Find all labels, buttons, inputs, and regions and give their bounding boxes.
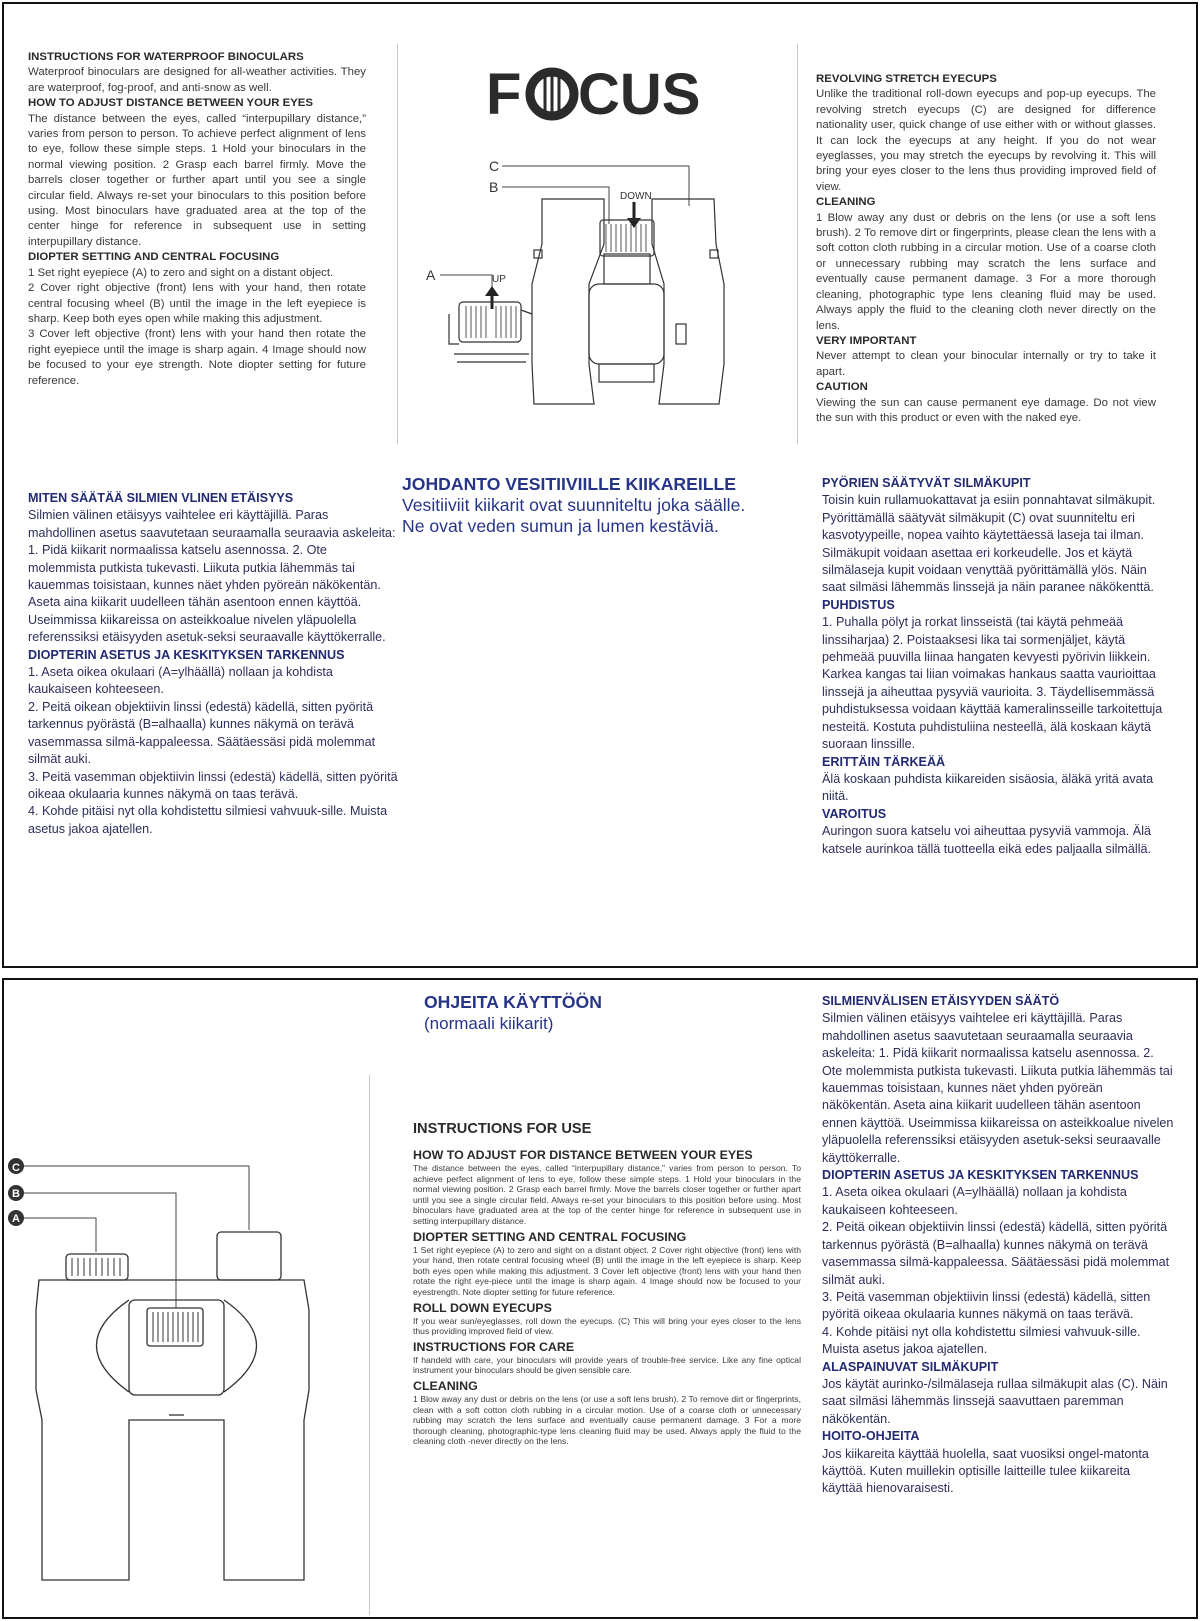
label-up: UP	[492, 274, 506, 285]
bottom-panel	[2, 978, 1198, 1619]
fi-paragraph-important: Älä koskaan puhdista kiikareiden sisäosia, äläkä yritä avata niitä.	[822, 771, 1154, 804]
fi-intro-line-2: Ne ovat veden sumun ja lumen kestäviä.	[402, 516, 719, 536]
heading-eyecups: REVOLVING STRETCH EYECUPS	[816, 73, 997, 85]
top-finnish-center	[402, 474, 802, 537]
binocular-drawing	[36, 1232, 309, 1580]
heading-roll-down-eyecups: ROLL DOWN EYECUPS	[413, 1300, 552, 1315]
paragraph-diopter-3: 3 Cover left objective (front) lens with your hand then rotate the right eyepiece until the image is sharp again. 4 Image should now be focused to your eye strength. Note diopter setting for future reference.	[28, 328, 366, 387]
fi-paragraph-distance: Silmien välinen etäisyys vaihtelee eri käyttäjillä. Paras mahdollinen asetus saavutetaan seuraamalla seuraavia askeleita: 1. Pidä kiikarit normaalissa katselu asennossa. 2. Ote molemmista putkista tukevasti. Liikuta putkia lähemmäs tai kauemmas toisistaan, kunnes näet yhden pyöreän näkökentän. Aseta aina kiikarit uudelleen tähän asentoon ennen käyttöä. Useimmissa kiikareissa on asteikkoalue nivelen yläpuolella referenssiksi etäisyyden asetuk-seksi seuraavalle käyttökerralle.	[28, 508, 396, 645]
paragraph-diopter: 1 Set right eyepiece (A) to zero and sight on a distant object. 2 Cover right objective (front) lens with your hand, then rotate central focusing wheel (B) until the image in the left eyepiece is sharp. Keep both eyes open while making this adjustment. 3 Cover left objective (front) lens with your hand then rotate the right eye-piece until the image is sharp again. 4 Image should now be focused to your eyestrength. Note diopter setting for future reference.	[413, 1244, 801, 1297]
paragraph-caution: Viewing the sun can cause permanent eye damage. Do not view the sun with this product or even with the naked eye.	[816, 396, 1156, 424]
bottom-english-column	[413, 1120, 801, 1447]
heading-very-important: VERY IMPORTANT	[816, 334, 917, 347]
paragraph-diopter-2: 2 Cover right objective (front) lens with your hand, then rotate central focusing wheel (B) until the image in the left eyepiece is sharp. Keep both eyes open while making this adjustment.	[28, 282, 366, 325]
focus-logo	[486, 62, 700, 127]
heading-cleaning: CLEANING	[413, 1378, 478, 1393]
heading-cleaning: CLEANING	[816, 196, 876, 209]
fi-heading-diopter: DIOPTERIN ASETUS JA KESKITYKSEN TARKENNUS	[28, 647, 345, 662]
binocular-diagram-top	[404, 44, 794, 444]
label-b: B	[12, 1188, 20, 1200]
fi-paragraph-step-1: 1. Aseta oikea okulaari (A=ylhäällä) nollaan ja kohdista kaukaiseen kohteeseen.	[822, 1185, 1127, 1217]
intro-paragraph: Waterproof binoculars are designed for all-weather activities. They are waterproof, fog-proof, and anti-snow as well.	[28, 66, 366, 94]
paragraph-roll-down-eyecups: If you wear sun/eyeglasses, roll down the eyecups. (C) This will bring your eyes closer to the lens thus providing improved field of view.	[413, 1315, 801, 1337]
logo-letter: F	[486, 62, 522, 127]
logo-circle-icon	[530, 72, 574, 116]
fi-paragraph-step-2: 2. Peitä oikean objektiivin linssi (edestä) kädellä, sitten pyöritä tarkennus pyörästä (B=alhaalla) kunnes näkymä on terävä vasemmassa silmä-kappaleessa. Säätäessäsi pidä molemmat silmät auki.	[822, 1220, 1170, 1287]
paragraph-diopter-1: 1 Set right eyepiece (A) to zero and sight on a distant object.	[28, 266, 334, 279]
label-c: C	[489, 158, 500, 174]
heading-distance: HOW TO ADJUST DISTANCE BETWEEN YOUR EYES	[28, 97, 314, 110]
label-a: A	[12, 1213, 20, 1225]
fi-heading-distance: SILMIENVÄLISEN ETÄISYYDEN SÄÄTÖ	[822, 994, 1060, 1008]
fi-paragraph-roll-down: Jos käytät aurinko-/silmälaseja rullaa silmäkupit alas (C). Näin saat silmäsi lähemmäs linssejä saavuttaen paremman näkökentän.	[822, 1376, 1168, 1426]
paragraph-very-important: Never attempt to clean your binocular internally or try to take it apart.	[816, 350, 1156, 378]
fi-paragraph-eyecups: Toisin kuin rullamuokattavat ja esiin ponnahtavat silmäkupit. Pyörittämällä säätyvät silmäkupit (C) ovat suunniteltu eri kasvotyypeille, nopea vaihto käytettäessä laseja tai ilman. Silmäkupit voidaan asettaa eri korkeudelle. Jos et käytä silmälaseja kupit voidaan venyttää pyörittämällä ylös. Näin saat silmäsi lähemmäs linssejä ja näin paranee näkökenttä.	[822, 493, 1156, 595]
top-finnish-left-column	[28, 490, 398, 838]
title-instructions-for-use: INSTRUCTIONS FOR USE	[413, 1121, 592, 1137]
paragraph-eyecups: Unlike the traditional roll-down eyecups and pop-up eyecups. The revolving stretch eyecups (C) are designed for difference nationality user, quick change of use either with or without glasses. It can lock the eyecups at any height. If you do not wear eyeglasses, you may stretch the eyecups by revolving it. This will bring your eyes closer to the lens thus providing improved field of view.	[816, 88, 1156, 193]
paragraph-distance: The distance between the eyes, called “interpupillary distance,” varies from person to person. To achieve perfect alignment of lens to eye, follow these simple steps. 1 Hold your binoculars in the normal viewing position. 2 Grasp each barrel firmly. Move the barrels closer together or further apart until you see a single circular field. Always re-set your binoculars to this position before using. Most binoculars have graduated area at the top of the center hinge for reference in subsequent use in setting interpupillary distance.	[28, 112, 366, 248]
paragraph-care: If handeld with care, your binoculars will provide years of trouble-free service. Like any fine optical instrument your binoculars should be given sensible care.	[413, 1354, 801, 1376]
fi-paragraph-step-3: 3. Peitä vasemman objektiivin linssi (edestä) kädellä, sitten pyöritä oikeaa okulaaria kunnes näkymä on taas terävä.	[28, 769, 398, 801]
title-waterproof: INSTRUCTIONS FOR WATERPROOF BINOCULARS	[28, 51, 304, 63]
label-b: B	[489, 179, 499, 195]
arrow-up-icon	[485, 286, 499, 309]
fi-heading-cleaning: PUHDISTUS	[822, 597, 895, 612]
fi-heading-roll-down: ALASPAINUVAT SILMÄKUPIT	[822, 1359, 999, 1374]
fi-paragraph-step-1: 1. Aseta oikea okulaari (A=ylhäällä) nollaan ja kohdista kaukaiseen kohteeseen.	[28, 665, 333, 697]
logo-letters: CUS	[578, 62, 701, 127]
heading-diopter: DIOPTER SETTING AND CENTRAL FOCUSING	[413, 1229, 687, 1244]
label-c: C	[12, 1162, 20, 1174]
binocular-drawing	[449, 199, 724, 404]
leader-lines	[24, 1166, 249, 1308]
label-down: DOWN	[620, 191, 652, 202]
fi-paragraph-step-2: 2. Peitä oikean objektiivin linssi (edestä) kädellä, sitten pyöritä tarkennus pyörästä (B=alhaalla) kunnes näkymä on terävä vasemmassa silmä-kappaleessa. Säätäessäsi pidä molemmat silmät auki.	[28, 699, 376, 767]
fi-paragraph-step-3: 3. Peitä vasemman objektiivin linssi (edestä) kädellä, sitten pyöritä oikeaa okulaaria kunnes näkymä on taas terävä.	[822, 1289, 1151, 1322]
divider-line	[369, 1075, 370, 1615]
top-finnish-right-column	[822, 475, 1174, 858]
fi-paragraph-caution: Auringon suora katselu voi aiheuttaa pysyviä vammoja. Älä katsele aurinkoa tällä tuotteella eikä edes paljaalla silmällä.	[822, 824, 1152, 856]
fi-heading-important: ERITTÄIN TÄRKEÄÄ	[822, 754, 946, 769]
binocular-diagram-bottom	[4, 1130, 369, 1615]
fi-heading-caution: VAROITUS	[822, 806, 887, 821]
paragraph-cleaning: 1 Blow away any dust or debris on the lens (or use a soft lens brush). 2 To remove dirt or fingerprints, please clean the lens with a soft cotton cloth rubbing in a circular motion. Use of a coarse cloth or unnecessary rubbing may scratch the lens surface and eventually cause permanent damage. 3 For a more thorough cleaning, photographic type lens cleaning fluid may be used. Always apply the fluid to the cleaning cloth never directly on the lens.	[816, 211, 1156, 332]
bottom-finnish-title	[424, 991, 804, 1035]
fi-subtitle-usage: (normaali kiikarit)	[424, 1014, 554, 1033]
fi-title-waterproof: JOHDANTO VESITIIVIILLE KIIKAREILLE	[402, 474, 736, 494]
heading-distance: HOW TO ADJUST FOR DISTANCE BETWEEN YOUR EYES	[413, 1148, 753, 1162]
fi-heading-diopter: DIOPTERIN ASETUS JA KESKITYKSEN TARKENNUS	[822, 1168, 1139, 1183]
bottom-finnish-right-column	[822, 993, 1174, 1498]
label-a-icon	[8, 1210, 24, 1226]
top-english-left-column	[28, 50, 366, 389]
fi-intro-line-1: Vesitiiviit kiikarit ovat suunniteltu joka säälle.	[402, 495, 746, 515]
fi-paragraph-cleaning: 1. Puhalla pölyt ja rorkat linsseistä (tai käytä pehmeää linssiharjaa) 2. Poistaaksesi lika tai sormenjäljet, käytä pehmeää puuvilla liinaa hangaten kevyesti pyörivin liikkein. Karkea kangas tai liian voimakas hankaus saatta vaurioittaa linssejä ja aiheuttaa pysyviä vaurioita. 3. Täydellisemmässä puhdistuksessa voidaan käyttää kameralinsseille tarkoitettuja nesteitä. Kostuta puhdistuliina nesteellä, älä koskaan käytä suoraan linssille.	[822, 615, 1163, 752]
label-c-icon	[8, 1158, 24, 1174]
paragraph-distance: The distance between the eyes, called “interpupillary distance,” varies from person to person. To achieve perfect alignment of lens to eye, follow these simple steps. 1 Hold your binoculars in the normal viewing position. 2 Grasp each barrel firmly. Move the barrels closer together or further apart until you see a single circular field. Always re-set your binoculars to this position before using. Most binoculars have graduated area at the top of the center hinge for reference in subsequent use in setting interpupillary distance.	[413, 1163, 801, 1226]
arrow-down-icon	[627, 202, 641, 228]
heading-care: INSTRUCTIONS FOR CARE	[413, 1339, 575, 1354]
paragraph-cleaning: 1 Blow away any dust or debris on the lens (or use a soft lens brush). 2 To remove dirt or fingerprints, clean with a soft cotton cloth rubbing in a circular motion. Use of a coarse cloth or unnecessary rubbing may scratch the lens surface and eventually cause permanent damage. 3 For a more thorough cleaning, photographic-type lens cleaning fluid may be used. Always apply the fluid to the cleaning cloth -never directly on the lens.	[413, 1393, 801, 1447]
divider-line	[397, 44, 398, 444]
divider-line	[797, 44, 798, 444]
fi-paragraph-care: Jos kiikareita käyttää huolella, saat vuosiksi ongel-matonta käyttöä. Kuten muillekin optisille laitteille tulee kiikareita käyttää hienovaraisesti.	[822, 1446, 1149, 1496]
fi-paragraph-distance: Silmien välinen etäisyys vaihtelee eri käyttäjillä. Paras mahdollinen asetus saavutetaan seuraamalla seuraavia askeleita: 1. Pidä kiikarit normaalissa katselu asennossa. 2. Ote molemmista putkista tukevasti. Liikuta putkia lähemmäs tai kauemmas toisistaan, kunnes näet yhden pyöreän näkökentän. Aseta aina kiikarit uudelleen tähän asentoon ennen käyttöä. Useimmissa kiikareissa on asteikkoalue nivelen yläpuolella referenssiksi etäisyyden asetuk-seksi seuraavalle käyttökerralle.	[822, 1011, 1174, 1165]
top-panel	[2, 2, 1198, 968]
fi-title-usage: OHJEITA KÄYTTÖÖN	[424, 992, 602, 1012]
fi-heading-distance: MITEN SÄÄTÄÄ SILMIEN VLINEN ETÄISYYS	[28, 491, 294, 505]
fi-paragraph-step-4: 4. Kohde pitäisi nyt olla kohdistettu silmiesi vahvuuk-sille. Muista asetus jakoa ajatellen.	[28, 804, 388, 836]
heading-caution: CAUTION	[816, 381, 868, 394]
fi-heading-care: HOITO-OHJEITA	[822, 1429, 920, 1444]
heading-diopter: DIOPTER SETTING AND CENTRAL FOCUSING	[28, 251, 280, 264]
label-a: A	[426, 267, 436, 283]
label-b-icon	[8, 1185, 24, 1201]
fi-heading-eyecups: PYÖRIEN SÄÄTYVÄT SILMÄKUPIT	[822, 476, 1031, 490]
top-english-right-column	[816, 72, 1156, 426]
fi-paragraph-step-4: 4. Kohde pitäisi nyt olla kohdistettu silmiesi vahvuuk-sille. Muista asetus jakoa ajatellen.	[822, 1324, 1141, 1357]
